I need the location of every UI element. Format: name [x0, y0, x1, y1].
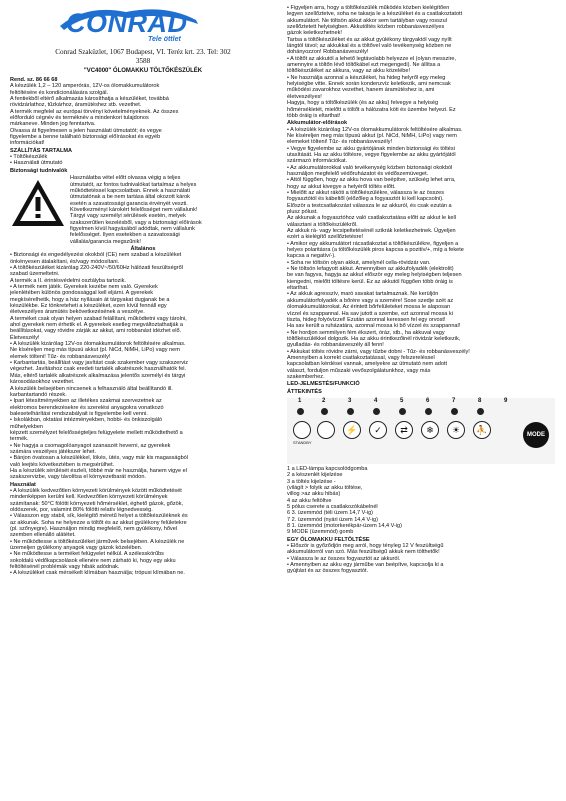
text-line: elemek tölteni! Tűz- és robbanásveszély! [10, 353, 111, 360]
list-item: 5 pólus cserete a csatlakozókábelnél [287, 504, 378, 511]
led-indicator [425, 408, 432, 415]
text-line: Ha a készülék sérülését észleli, többé már ne használja, hanem vigye el [10, 467, 187, 474]
text-line: • Amikor egy akkumulátort rácsatlakoztat a töltőkészülékre, figyeljen a [287, 240, 459, 247]
text-line: Először a testcsatlakozást válassza le az akkuról, és csak ezután a [287, 202, 452, 209]
panel-number: 6 [426, 397, 430, 404]
usage-text [10, 488, 276, 577]
led-indicator [321, 408, 328, 415]
panel-number: 3 [348, 397, 352, 404]
panel-number: 2 [322, 397, 326, 404]
text-line: • Amennyiben az akku egy járműbe van beépítve, kapcsolja ki a [287, 562, 444, 569]
text-line: • Vegye figyelembe az akku gyártójának minden biztonsági és töltési [287, 145, 455, 152]
text-line: származó információkat. [287, 158, 348, 165]
text-line: helyes polaritásra (a töltőkészülék piros kapcsa a pozitív/+, míg a fekete [287, 247, 464, 254]
text-line: üzemeljen gyúlékony anyagok vagy gázok közelében. [10, 545, 143, 552]
text-line: gyulladás- és robbanásveszély áll fenn! [287, 342, 384, 349]
text-line: működtetéssel kapcsolatban. Ennek a használati [70, 187, 190, 194]
text-line: akkumulátort. Ne töltsön akkut akkor sem tartályban vagy rosszul [287, 17, 448, 24]
text-line: számítanak: 50°C fölötti környezeti hőmérséklet, éghető gázok, gőzök, [10, 500, 184, 507]
text-line: • A készüléket csak mérsékelt klímában használja; trópusi klímában ne. [10, 570, 185, 577]
led-indicator [373, 408, 380, 415]
text-line: hőmérsékletét, mielőtt a töltőt a hálózatra köti és üzembe helyezi. Ez [287, 106, 456, 113]
list-item: 7 2. üzemmód (nyári üzem 14,4 V-ig) [287, 516, 378, 523]
text-line: képzett személyzet felelősségteljes felügyelete mellett működtethető a [10, 429, 183, 436]
text-line: rövidzárlathoz, tűzkárhoz, áramütéshez stb. vezethet. [10, 102, 142, 109]
text-line: mindenképpen kerülni kell. Kedvezőtlen környezeti körülmények [10, 494, 168, 501]
panel-symbol-icon: ⇄ [395, 421, 413, 439]
text-line: A készülék 1,2 – 120 amperórás, 12V-os ólomakkumulátorok [10, 83, 160, 90]
text-line: hogy az akkut kivegye a helyéről töltés előtt. [287, 183, 396, 190]
intro-text [10, 83, 276, 146]
text-line: az akkunak. Soha ne helyezze a töltőt és az akkut gyúlékony felületekre [10, 519, 187, 526]
text-line: oldószerek, por, valamint 80% fölötti relatív légnedvesség. [10, 507, 153, 514]
text-line: • Ipari létesítményekben az illetékes szakmai szervezetnek az [10, 398, 162, 405]
text-line: készülékbe. Ez tönkreteheti a készüléket, ezen kívül fennáll egy [10, 303, 167, 310]
text-line: Tartsa a töltőkészüléket és az akkut gyúlékony tárgyaktól vagy nyílt [287, 36, 452, 43]
safety-heading: Biztonsági tudnivalók [10, 167, 68, 174]
list-item: 2 a készenlét kijelzése [287, 472, 343, 479]
text-line: • Iskolákban, oktatási intézményekben, hobbi- és önkiszolgáló [10, 417, 163, 424]
text-line: termék. [10, 436, 29, 443]
panel-number: 5 [400, 397, 404, 404]
text-line: Ne kíséreljen meg más típusú akkut (pl. NiCd, NiMH, LiPo) vagy nem [287, 132, 457, 139]
text-line: Más, eltérő tartalék alkatrészek alkalmazása jelentős személyi és tárgyi [10, 372, 186, 379]
text-line: Olvassa át figyelmesen a jelen használati útmutatót; és vegye [10, 127, 162, 134]
text-line: végezhet. Javításhoz csak eredeti tartalék alkatrészek használhatók fel. [10, 366, 187, 373]
text-line: • Először is győződjön meg arról, hogy tényleg 12 V feszültségű [287, 543, 444, 550]
text-line: márkaneve. Minden jog fenntartva. [10, 121, 96, 128]
text-line: • Ne működtesse a töltőkészüléket járművek belsejében. A készülék ne [10, 538, 185, 545]
text-line: feltöltésére és kondicionálására szolgál. [10, 89, 109, 96]
text-line: Az akkuk rá- vagy lecsipeltetésénél szikrák keletkezhetnek. Ügyeljen [287, 228, 456, 235]
panel-number: 1 [298, 397, 302, 404]
text-line: karbantartandó részek. [10, 391, 67, 398]
panel-symbol-icon: ❄ [421, 421, 439, 439]
text-line: • Ne hordjon semmilyen fém ékszert, óráz, stb., ha akkuval vagy [287, 329, 445, 336]
list-item: (világít > folyik az akku töltése, [287, 485, 363, 491]
text-line: • Biztonsági és engedélyezési okokból (CE) nem szabad a készüléket [10, 252, 182, 259]
safety-text [70, 175, 276, 245]
text-line: • A készülék kizárólag 12V-os ólomakkumulátorok feltöltésére alkalmas. [10, 341, 186, 348]
list-item: 8 1. üzemmód (motorkerékpár-üzem 14,4 V-ig) [287, 523, 402, 530]
text-line: töltőkészülékkel dolgozik. Ha az akku érintkezőinél rövidzár keletkezik, [287, 335, 461, 342]
text-line: kapcsolatban kérdései vannak, amelyekre az útmutató nem adott [287, 361, 448, 368]
text-line: • Mielőtt az akkut ráköti a töltőkészülékre, válassza le az összes [287, 189, 445, 196]
text-line: balesetelhárítási rendszabályait is figyelembe kell venni. [10, 410, 148, 417]
text-line: A termék a II. érintésvédelmi osztályba tartozik. [10, 277, 126, 284]
text-line: Hagyja, hogy a töltőkészülék (és az akku) felvegye a helyiség [287, 100, 439, 107]
text-line: választ, forduljon műszaki vevőszolgálatunkhoz, vagy más [287, 367, 431, 374]
ventilation-text [287, 5, 555, 119]
list-item: • Használati útmutató [10, 160, 63, 167]
led-heading-2: ÁTTEKINTÉS [287, 388, 322, 395]
text-line: • Ne hagyja a csomagolóanyagot szanaszét heverni, az gyerekek [10, 442, 171, 449]
text-line: • Ne működtesse a terméket felügyelet nélkül. A szélesskörűbs [10, 551, 164, 558]
panel-symbol-icon: ⚡ [343, 421, 361, 439]
left-column [10, 77, 276, 577]
text-line: (pl. szőnyegre). Használjon mindig megfelelő, nem gyúlékony, hővel [10, 526, 178, 533]
text-line: való leejtés következtében is megsérülhet. [10, 461, 115, 468]
text-line: Amennyiben a korrekt csatlakoztatással, vagy felszereléssel [287, 354, 435, 361]
battery-text [287, 127, 555, 381]
list-item: 1 a LED-lámpa kapcsolódgomba [287, 465, 368, 472]
safety-warning [10, 175, 276, 245]
panel-symbol-icon: ☀ [447, 421, 465, 439]
text-line: szabad üzemeltetni. [10, 271, 60, 278]
text-line: • A készülék kizárólag 12V-os ólomakkumulátorok feltöltésére alkalmas. [287, 126, 463, 133]
led-indicator [297, 408, 304, 415]
text-line: útmutatót, az fontos tudnivalókat tartalmaz a helyes [70, 181, 197, 188]
general-heading: Általános [130, 245, 156, 252]
contents-list [10, 154, 276, 167]
text-line: ezért a kielégítő szellőztetésre! [287, 234, 364, 241]
text-line: károsodásokhoz vezethet. [10, 379, 75, 386]
panel-number: 4 [374, 397, 378, 404]
text-line: Ne kíséreljen meg más típusú akkut (pl. NiCd, NiMH, LiPo) vagy nem [10, 347, 180, 354]
text-line: vállalás/garancia megszűnik! [70, 238, 141, 245]
panel-number: 7 [452, 397, 456, 404]
battery-heading: Akkumulátor-előírások [287, 120, 348, 127]
text-line: amennyire a töltőn lévő töltőkábel ezt megengedi). Ne állítsa a [287, 62, 441, 69]
logo-wordmark: CONRAD [66, 8, 188, 38]
address-line: Conrad Szaküzlet, 1067 Budapest, VI. Teréz krt. 23. Tel: 302 [55, 48, 231, 56]
text-line: felelősséget. Ilyen esetekben a szavatossági [70, 232, 180, 239]
text-line: önkényesen átalakítani, és/vagy módosítani. [10, 258, 120, 265]
address-line: 3588 [135, 56, 151, 65]
panel-symbol-icon [317, 421, 335, 439]
list-item: 6 3. üzemmód (téli üzem 14,7 V-ig) [287, 510, 374, 517]
general-text [10, 252, 276, 480]
text-line: eltarthat. [287, 285, 309, 292]
document-title [10, 68, 276, 74]
text-line: jelenlétében különös gondossággal kell eljárni. A gyerekek [10, 290, 154, 297]
text-line: ahol gyerekek nem érhetik el. A gyerekek esetleg megváltoztathatják a [10, 322, 183, 329]
text-line: figyelembe a benne található biztonsági előírásokat és egyéb [10, 134, 161, 141]
text-line: használjon megfelelő védőruházatot és védőszemüveget. [287, 170, 429, 177]
text-line: plusz pólust. [287, 209, 318, 215]
text-line: legyen szellőztetve, soha ne takarja le a készüléket és a csatlakoztatott [287, 11, 463, 18]
text-line: elemeket tölteni! Tűz- és robbanásveszély! [287, 139, 393, 146]
text-line: életveszélyes! [287, 93, 322, 100]
text-line: • Ne használja azonnal a készüléket, ha hideg helyről egy meleg [287, 74, 446, 81]
text-line: szakemberhez. [287, 373, 325, 380]
text-line: helyiségbe vitte. Ennek során kondenzvíz keletkezik, ami nemcsak [287, 81, 451, 88]
charging-text [287, 543, 555, 575]
text-line: kapcsa a negatív/-). [287, 253, 336, 260]
text-line: beállításokat, vagy rövidre zárják az akkut, ami robbanást idézhet elő. [10, 328, 182, 335]
text-line: gázok keletkezhetnek! [287, 30, 342, 37]
text-line: feltöltésénél problémák vagy hibák adódnak. [10, 564, 120, 571]
text-line: • Karbantartás, beállítást vagy javítást csak szakember vagy szakszerviz [10, 360, 188, 367]
panel-number: 8 [478, 397, 482, 404]
text-line: • Válasszon egy stabil, sík, kielégítő méretű helyet a töltőkészüléknek és [10, 513, 188, 520]
text-line: működési zavarokhoz vezethet, hanem áramütéshez is, ami [287, 87, 435, 94]
text-line: útmutatónak a be nem tartása által okozott károk [70, 194, 190, 201]
conrad-logo [56, 6, 202, 48]
text-line: számára veszélyes játékszer lehet. [10, 448, 97, 455]
text-line: műhelyekben [10, 423, 43, 430]
text-line: kiengedni, mielőtt töltésre kerül. Ez az akkutól függően több óráig is [287, 278, 453, 285]
contents-heading: SZÁLLÍTÁS TARTALMA [10, 147, 73, 154]
text-line: lángtól távol; az akkukkal és a töltővel való tevékenység közben ne [287, 43, 452, 50]
warning-icon [10, 175, 70, 245]
led-indicator [399, 408, 406, 415]
text-line: töltőkészüléket az akkura, vagy az akku közelébe! [287, 68, 411, 75]
text-line: vízzel és szappannal. Ha sav jutott a szembe, ezt azonnal mossa ki [287, 310, 453, 317]
text-line: • Soha ne töltsön olyan akkut, amelynél cella-rövidzár van. [287, 259, 431, 266]
text-line: • A termék nem játék. Gyerekek kezébe nem való. Gyerekek [10, 284, 158, 290]
text-line: információkat! [10, 140, 45, 147]
led-indicator [347, 408, 354, 415]
text-line: megkísérelhetik, hogy a ház nyílásain át tárgyakat dugjanak be a [10, 296, 170, 303]
text-line: szemben ellenálló alátétet. [10, 532, 76, 539]
text-line: A termék megfelel az európai törvényi követelményeknek. Az összes [10, 108, 179, 115]
text-line: életveszélyes áramütés bekövetkezésének a veszélye. [10, 309, 145, 316]
text-line: sokoldalú védőkapcsolások ellenére nem zárható ki, hogy egy akku [10, 557, 176, 564]
text-line: • A töltőt az akkutól a lehető legtávolabb helyezze el (olyan messzire, [287, 55, 457, 62]
text-line: dohányozzon! Robbanásveszély! [287, 49, 369, 56]
text-line: szakszervizbe, vagy távolítsa el környezetbarát módon. [10, 474, 146, 481]
text-line: ólomakkumulátorokat. Az érintett bőrfelületeket mossa le alaposan [287, 304, 451, 311]
text-line: • Ne töltsön lefagyott akkut. Amennyiben az akkufolyadék (elektrolit) [287, 266, 454, 273]
text-line: • A készülék kedvezőtlen környezeti körülmények között működtetését [10, 488, 182, 494]
panel-label: STANDBY [293, 439, 312, 445]
text-line: • Az akkumulátorokkal való tevékenység közben biztonsági okokból [287, 164, 453, 171]
text-line: esetén a szavatossági garancia érvényét veszti. [70, 200, 188, 207]
text-line: • Bánjon óvatosan a készülékkel, lökés, ütés, vagy már kis magasságból [10, 455, 188, 462]
text-line: tiszta, hideg folyóvízzel! Ezután azonnal keressen fel egy orvost! [287, 316, 446, 323]
text-line: A készülék belsejében nincsenek a felhasználó által beállítandó ill. [10, 385, 173, 392]
usage-heading: Használat [10, 481, 36, 488]
list-item: villog >az akku hibás) [287, 491, 341, 498]
right-column [287, 5, 555, 575]
text-line: figyelmen kívül hagyásából adódtak, nem vállalunk [70, 225, 195, 232]
list-item: 3 a töltés kijelzése - [287, 478, 336, 485]
text-line: • Akkukat töltés rövidre zárni, vagy tűzbe dobni - Tűz- és robbanásveszély! [287, 348, 470, 355]
text-line: • A töltőkészüléket kizárólag 220-240V~/50/60Hz hálózati feszültségről [10, 264, 183, 271]
text-line: • Attól függően, hogy az akku hova van beépítve, szükség lehet arra, [287, 177, 456, 184]
text-line: szakszerűtlen kezelésből, vagy a biztonsági előírások [70, 219, 202, 226]
led-heading: LED-JELMESTÉS/FUNKCIÓ [287, 381, 360, 388]
list-item: 9 MODE (üzemmód) gomb [287, 529, 354, 536]
logo-slogan: Tele öttlet [148, 36, 181, 43]
text-line: A fentiekből eltérő alkalmazás károsíthatja a készüléket, továbbá [10, 96, 169, 103]
text-line: több óráig is eltarthat! [287, 112, 341, 119]
led-legend [287, 466, 555, 536]
text-line: A terméket csak olyan helyen szabad felállítani, működtetni vagy tárolni, [10, 315, 187, 322]
text-line: akkumulátorról van szó. Más feszültségű akkuk nem tölthetők! [287, 549, 440, 556]
charging-heading: EGY ÓLOMAKKU FELTÖLTÉSE [287, 536, 370, 543]
text-line: előforduló cégnév és terméknév a mindenkori tulajdonos [10, 115, 149, 122]
list-item: 4 az akku feltöltve [287, 497, 332, 504]
text-line: akkumulátorfolyadék a bőrére vagy a szemére! Sose szedje szét az [287, 297, 454, 304]
mode-button: MODE [523, 422, 549, 448]
text-line: elektromos berendezésekre és szerelési anyagokra vonatkozó [10, 404, 164, 411]
text-line: Használatba vétel előtt olvassa végig a teljes [70, 175, 181, 182]
led-indicator [451, 408, 458, 415]
order-number: Rend. sz. 86 66 68 [10, 77, 58, 83]
product-title: "VC4000" ÓLOMAKKU TÖLTŐKÉSZÜLÉK [83, 68, 203, 74]
shop-address [10, 48, 276, 65]
text-line: szellőztetett helyiségben. Akkutöltés közben robbanásveszélyes [287, 24, 445, 31]
panel-symbol-icon [293, 421, 311, 439]
text-line: utasítását. Ha az akku töltésre, vegye figyelembe az akku gyártójától [287, 151, 456, 158]
list-item: • Töltőkészülék [10, 154, 48, 161]
text-line: gyújtást és az összes fogyasztót. [287, 568, 369, 575]
text-line: Az akkunak a fogyasztóhoz való csatlakoztatása előtt az akkut le kell [287, 215, 456, 222]
text-line: Ha sav került a ruházatára, azonnal mossa ki bő vízzel és szappannal! [287, 323, 461, 330]
text-line: be van fagyva, hagyja az akkut először egy meleg helyiségben teljesen [287, 272, 462, 279]
panel-symbol-icon: ⛹ [473, 421, 491, 439]
panel-number: 9 [504, 397, 508, 404]
led-indicator [477, 408, 484, 415]
text-line: • Az akkuk agresszív, maró savakat tartalmaznak. Ne kerüljön [287, 291, 439, 298]
text-line: fogyasztótól és kábeltől (előzőleg a fogyasztót ki kell kapcsolni). [287, 196, 444, 203]
text-line: • Válassza le az összes fogyasztót az akkuról. [287, 555, 401, 562]
control-panel-diagram [287, 398, 555, 464]
text-line: Következményi károkért felelősséget nem vállalunk! [70, 206, 198, 213]
text-line: Tárgyi vagy személyi sérülések esetén, melyek [70, 213, 186, 220]
text-line: választani a töltőkészülékről. [287, 221, 358, 228]
text-line: • Figyeljen arra, hogy a töltőkészülék működés közben kielégítően [287, 5, 450, 11]
text-line: Életveszély! [10, 334, 40, 341]
panel-symbol-icon: ✓ [369, 421, 387, 439]
